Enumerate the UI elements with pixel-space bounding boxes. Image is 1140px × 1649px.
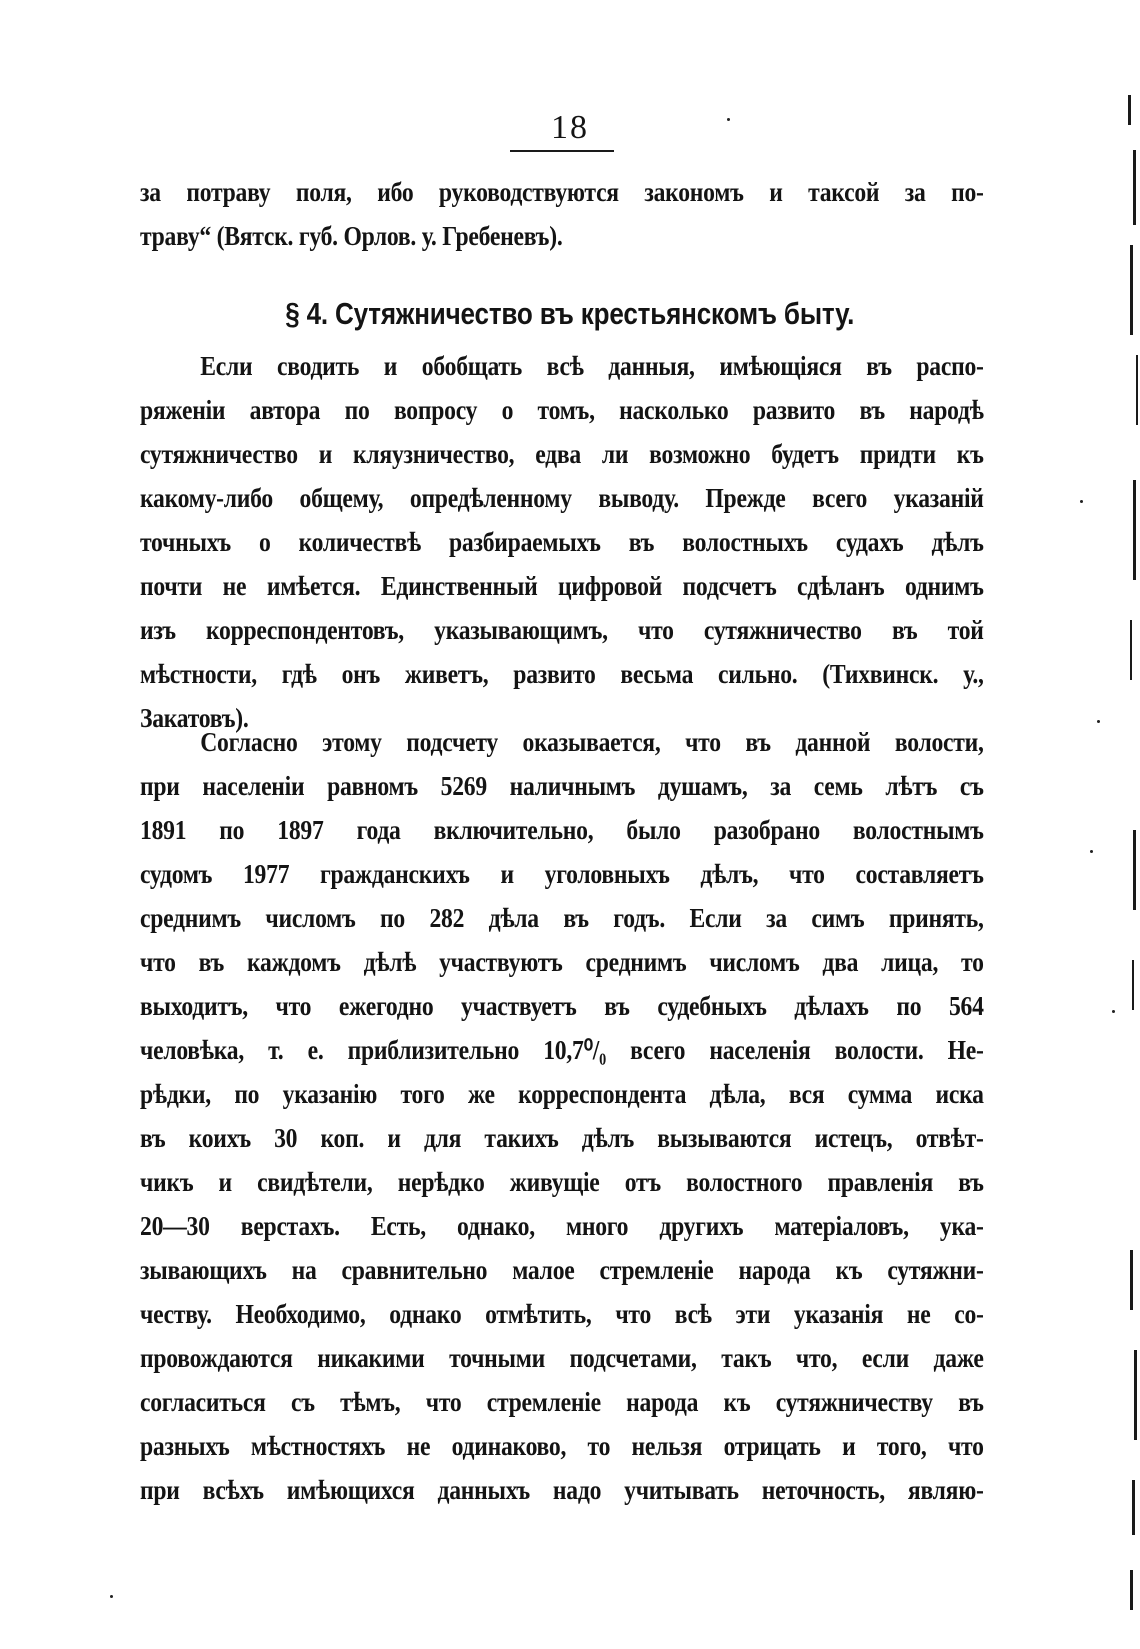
text-line: 1891 по 1897 года включительно, было разобрано волостнымъ	[140, 814, 984, 845]
paragraph-1	[140, 344, 984, 740]
text-line: зывающихъ на сравнительно малое стремленіе народа къ сутяжни-	[140, 1254, 984, 1285]
text-line: чикъ и свидѣтели, нерѣдко живущіе отъ волостного правленія въ	[140, 1166, 984, 1197]
text-line: разныхъ мѣстностяхъ не одинаково, то нельзя отрицать и того, что	[140, 1430, 984, 1461]
text-line: изъ корреспондентовъ, указывающимъ, что сутяжничество въ той	[140, 614, 984, 645]
text-line: рѣдки, по указанію того же корреспондента дѣла, вся сумма иска	[140, 1078, 984, 1109]
text-line: человѣка, т. е. приблизительно 10,7⁰/₀ всего населенія волости. Не-	[140, 1034, 984, 1065]
section-heading-text: § 4. Сутяжничество въ крестьянскомъ быту.	[285, 296, 855, 331]
text-line: за потраву поля, ибо руководствуются закономъ и таксой за по-	[140, 176, 984, 207]
text-line: Согласно этому подсчету оказывается, что въ данной волости,	[200, 726, 984, 757]
scan-edge-mark	[1133, 150, 1136, 225]
text-line: 20—30 верстахъ. Есть, однако, много другихъ матеріаловъ, ука-	[140, 1210, 984, 1241]
scan-edge-mark	[1130, 245, 1133, 335]
text-line: судомъ 1977 гражданскихъ и уголовныхъ дѣлъ, что составляетъ	[140, 858, 984, 889]
scan-edge-mark	[1130, 1250, 1133, 1310]
scan-edge-mark	[1132, 1480, 1135, 1535]
text-line: сутяжничество и кляузничество, едва ли возможно будетъ придти къ	[140, 438, 984, 469]
text-line: ряженіи автора по вопросу о томъ, насколько развито въ народѣ	[140, 394, 984, 425]
text-line: честву. Необходимо, однако отмѣтить, что всѣ эти указанія не со-	[140, 1298, 984, 1329]
text-line: Закатовъ).	[140, 702, 249, 733]
page-number: 18	[551, 109, 589, 146]
scan-edge-mark	[1134, 1350, 1137, 1440]
paragraph-2	[140, 720, 984, 1512]
scan-edge-mark	[1136, 355, 1138, 425]
text-line: при населеніи равномъ 5269 наличнымъ душамъ, за семь лѣтъ съ	[140, 770, 984, 801]
scan-edge-mark	[1133, 480, 1136, 580]
scan-edge-mark	[1132, 960, 1134, 1010]
scan-speck	[1097, 720, 1100, 723]
text-line: при всѣхъ имѣющихся данныхъ надо учитывать неточность, являю-	[140, 1474, 984, 1505]
scan-speck	[727, 118, 730, 121]
scan-speck	[1090, 850, 1093, 853]
text-line: почти не имѣется. Единственный цифровой подсчетъ сдѣланъ однимъ	[140, 570, 984, 601]
scan-speck	[110, 1595, 113, 1598]
text-line: выходитъ, что ежегодно участвуетъ въ судебныхъ дѣлахъ по 564	[140, 990, 984, 1021]
scan-edge-mark	[1130, 620, 1132, 680]
section-heading	[0, 292, 1140, 336]
text-line: провождаются никакими точными подсчетами, такъ что, если даже	[140, 1342, 984, 1373]
text-line: что въ каждомъ дѣлѣ участвуютъ среднимъ числомъ два лица, то	[140, 946, 984, 977]
scan-edge-mark	[1130, 1570, 1133, 1610]
intro-text	[140, 170, 984, 258]
text-line: какому-либо общему, опредѣленному выводу. Прежде всего указаній	[140, 482, 984, 513]
scan-edge-mark	[1133, 830, 1136, 910]
text-line: мѣстности, гдѣ онъ живетъ, развито весьма сильно. (Тихвинск. у.,	[140, 658, 984, 689]
text-line: согласиться съ тѣмъ, что стремленіе народа къ сутяжничеству въ	[140, 1386, 984, 1417]
text-line: въ коихъ 30 коп. и для такихъ дѣлъ вызываются истецъ, отвѣт-	[140, 1122, 984, 1153]
text-line: траву“ (Вятск. губ. Орлов. у. Гребеневъ).	[140, 220, 563, 251]
scan-edge-mark	[1128, 95, 1131, 125]
text-line: среднимъ числомъ по 282 дѣла въ годъ. Если за симъ принять,	[140, 902, 984, 933]
text-line: точныхъ о количествѣ разбираемыхъ въ волостныхъ судахъ дѣлъ	[140, 526, 984, 557]
scan-speck	[1112, 1010, 1115, 1013]
page-number-rule	[510, 150, 614, 152]
text-line: Если сводить и обобщать всѣ данныя, имѣющіяся въ распо-	[200, 350, 984, 381]
scan-speck	[1080, 500, 1083, 503]
